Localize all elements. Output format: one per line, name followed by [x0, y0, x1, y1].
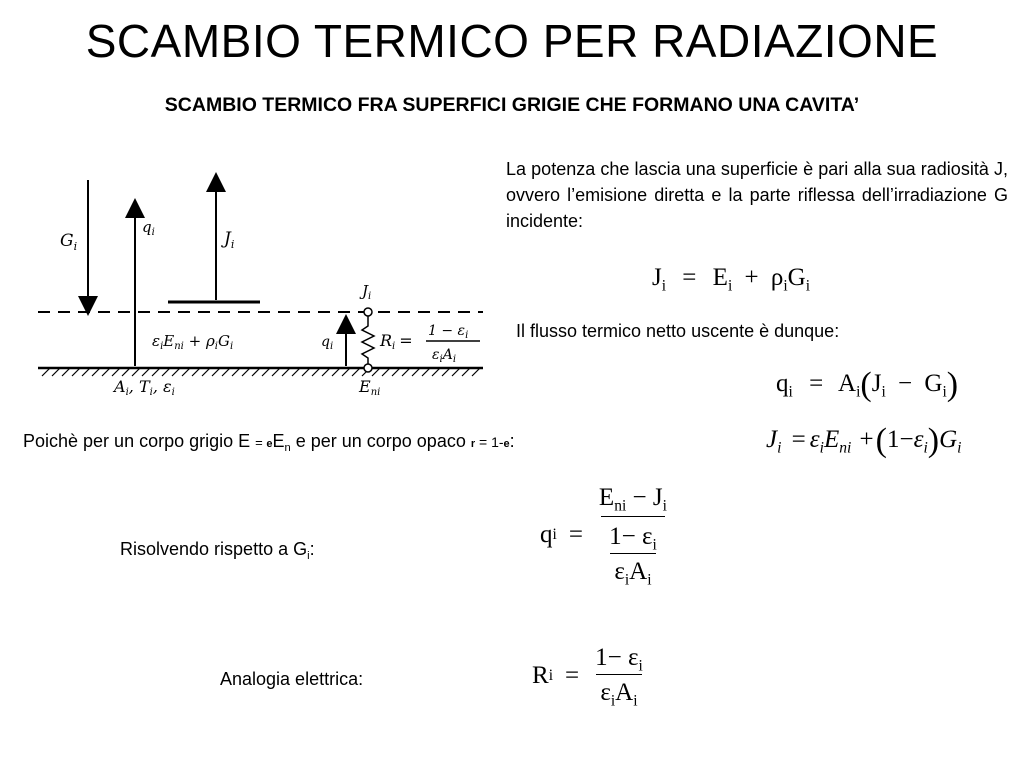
label-G: $G_i$ — [60, 231, 78, 253]
intro-paragraph: La potenza che lascia una superficie è pari alla sua radiosità J, ovvero l’emisione diretta e la parte riflessa dell’irradiazione G incidente: — [506, 159, 1008, 231]
label-q-side: $q_i$ — [321, 334, 334, 352]
cavity-diagram — [28, 160, 498, 400]
net-flux-formula: $q_i = A_i(J_i - G_i)$ — [776, 366, 959, 403]
label-R-num: $1 - \varepsilon_i$ — [428, 323, 469, 341]
label-q-top: $q_i$ — [142, 218, 155, 238]
label-R-den: $\varepsilon_iA_i$ — [432, 347, 457, 365]
solve-text: Risolvendo rispetto a $G_i$: — [120, 539, 315, 562]
radiosity-formula: $J_i = E_i + \rho_iG_i$ — [652, 264, 811, 295]
solved-flux-formula: q i = $\frac{E_{ni} - J_i}{\frac{1- \varepsilon_i}{\varepsilon_iA_i}}$ — [540, 484, 667, 589]
analogy-text: Analogia elettrica: — [220, 669, 364, 689]
grey-body-formula: $J_i = \varepsilon_iE_{ni} +(1-\varepsilon_i)G_i$ — [766, 422, 962, 459]
resistance-formula: R i = $\frac{1- \varepsilon_i}{\varepsilon_iA_i}$ — [532, 644, 643, 710]
label-surface-balance: $\varepsilon_iE_{ni} + \rho_iG_i$ — [152, 332, 234, 352]
resistor — [362, 316, 374, 364]
label-J-top: $J_i$ — [224, 229, 235, 251]
label-surface-props: Ai, Ti, εi — [114, 377, 175, 398]
page-subtitle: SCAMBIO TERMICO FRA SUPERFICI GRIGIE CHE FORMANO UNA CAVITA’ — [164, 94, 860, 116]
label-R: Ri = — [380, 331, 413, 352]
emissive-node — [364, 364, 372, 372]
label-En-node: Eni — [359, 377, 381, 398]
grey-body-text: Poichè per un corpo grigio $E = eE_n$ e per un corpo opaco r = 1-e: — [23, 431, 515, 454]
label-J-node: $J_i$ — [362, 282, 372, 302]
net-flux-text: Il flusso termico netto uscente è dunque: — [516, 321, 840, 341]
radiosity-node — [364, 308, 372, 316]
page-title: SCAMBIO TERMICO PER RADIAZIONE — [85, 15, 939, 67]
